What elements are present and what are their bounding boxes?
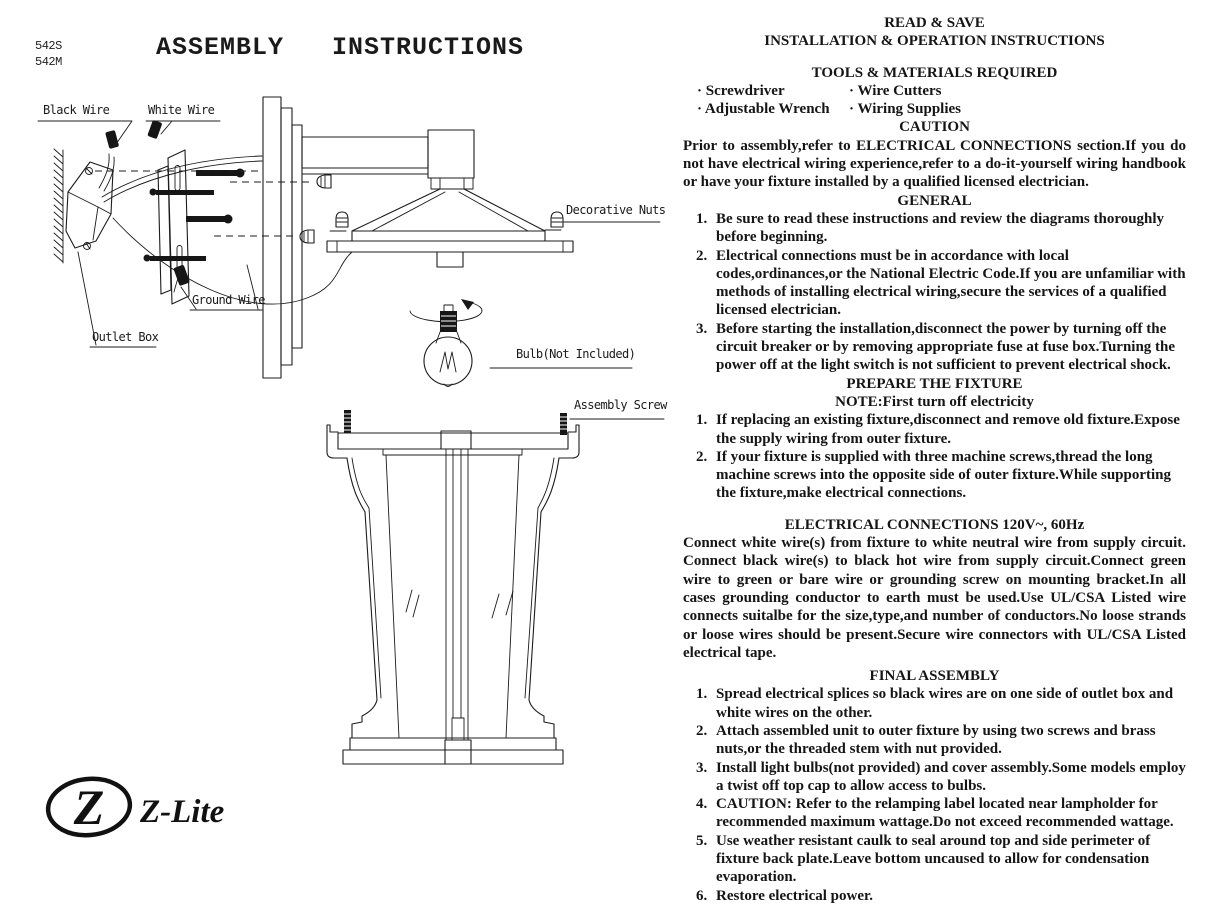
label-ground-wire: Ground Wire	[192, 293, 265, 307]
tool-item: · Screwdriver	[697, 82, 785, 99]
list-item: Electrical connections must be in accordance with local codes,ordinances,or the National Electric Code.If you are unfamiliar with methods of installing electrical wiring,secure the services of a qualified licensed electrician.	[716, 247, 1186, 319]
tool-item: · Wire Cutters	[849, 82, 942, 99]
tools-heading: TOOLS & MATERIALS REQUIRED	[811, 64, 1058, 81]
machine-screw	[186, 216, 226, 222]
subtitle-heading: INSTALLATION & OPERATION INSTRUCTIONS	[764, 33, 1105, 50]
fixture-shade	[327, 189, 573, 267]
list-item: If your fixture is supplied with three machine screws,thread the long machine screws into the opposite side of outer fixture.While supporting the fixture,make electrical connections.	[716, 448, 1172, 502]
label-decorative-nuts: Decorative Nuts	[566, 203, 666, 217]
list-item: Use weather resistant caulk to seal around top and side perimeter of fixture back plate.Leave bottom uncaused to allow for condensation evaporation.	[716, 832, 1151, 886]
general-heading: GENERAL	[897, 192, 972, 209]
supply-wires	[38, 120, 352, 310]
list-item: Be sure to read these instructions and review the diagrams thoroughly before beginning.	[716, 210, 1165, 246]
prepare-heading: PREPARE THE FIXTURE	[846, 375, 1023, 392]
read-save-heading: READ & SAVE	[884, 15, 985, 31]
list-item: Restore electrical power.	[716, 887, 874, 904]
zlite-logo	[45, 775, 224, 839]
rotate-arrow	[461, 299, 474, 310]
label-outlet-box: Outlet Box	[92, 330, 159, 344]
label-black-wire: Black Wire	[43, 103, 110, 117]
list-item: Install light bulbs(not provided) and cover assembly.Some models employ a twist off top cap to allow access to bulbs.	[716, 759, 1186, 794]
brass-nuts	[300, 175, 331, 243]
list-item: If replacing an existing fixture,disconnect and remove old fixture.Expose the supply wiring from outer fixture.	[716, 412, 1180, 447]
caution-heading: CAUTION	[899, 119, 970, 136]
white-wire-connector	[147, 120, 162, 139]
list-item: Attach assembled unit to outer fixture by using two screws and brass nuts,or the threaded stem with nut provided.	[716, 722, 1156, 758]
prepare-list	[683, 411, 1186, 502]
instructions-column	[683, 14, 1186, 905]
backplate-and-arm	[263, 97, 474, 378]
electrical-paragraph: Connect white wire(s) from fixture to white neutral wire from supply circuit. Connect black wire(s) to black hot wire from supply circuit.Connect green wire to green or bare wire or grounding screw on mounting bracket.In all cases grounding conductor to earth must be used.Use UL/CSA Listed wire connects suitalbe for the size,type,and number of conductors.No loose strands or loose wires should be present.Secure wire connectors with UL/CSA Listed electrical tape.	[683, 535, 1186, 661]
general-list	[683, 210, 1186, 375]
wall-hatch	[54, 149, 63, 263]
lantern-body	[327, 410, 664, 764]
tool-item: · Adjustable Wrench	[697, 101, 830, 118]
mounting-bracket	[144, 150, 245, 304]
model-number: 542M	[35, 55, 62, 70]
list-item: Before starting the installation,disconnect the power by turning off the circuit breaker or by removing appropriate fuse at fuse box.Turning the power off at the light switch is not sufficient to prevent electrical shock.	[716, 320, 1176, 374]
assembly-screw-right	[560, 413, 567, 435]
machine-screw	[156, 190, 214, 195]
bulb-drawing	[410, 299, 632, 387]
final-assembly-heading: FINAL ASSEMBLY	[869, 668, 1000, 685]
prepare-note: NOTE:First turn off electricity	[835, 393, 1034, 410]
tool-item: · Wiring Supplies	[849, 101, 961, 118]
page-title: ASSEMBLY INSTRUCTIONS	[155, 33, 525, 62]
label-bulb: Bulb(Not Included)	[516, 347, 636, 361]
list-item: CAUTION: Refer to the relamping label located near lampholder for recommended maximum wattage.Do not exceed recommended wattage.	[716, 796, 1174, 831]
logo-monogram: Z	[73, 779, 105, 835]
tools-list	[683, 82, 1186, 119]
label-assembly-screw: Assembly Screw	[574, 398, 667, 412]
logo-wordmark: Z-Lite	[140, 794, 225, 830]
label-white-wire: White Wire	[148, 103, 215, 117]
caution-paragraph: Prior to assembly,refer to ELECTRICAL CONNECTIONS section.If you do not have electrical wiring experience,refer to a do-it-yourself wiring handbook or have your fixture installed by a qualified licensed electrician.	[683, 137, 1186, 191]
final-assembly-list	[683, 685, 1186, 905]
black-wire-connector	[105, 130, 119, 149]
machine-screw	[150, 256, 206, 261]
model-number: 542S	[35, 39, 62, 53]
outlet-box-drawing	[66, 162, 159, 347]
electrical-heading: ELECTRICAL CONNECTIONS 120V~, 60Hz	[784, 516, 1085, 533]
list-item: Spread electrical splices so black wires are on one side of outlet box and white wires on the other.	[716, 686, 1174, 721]
